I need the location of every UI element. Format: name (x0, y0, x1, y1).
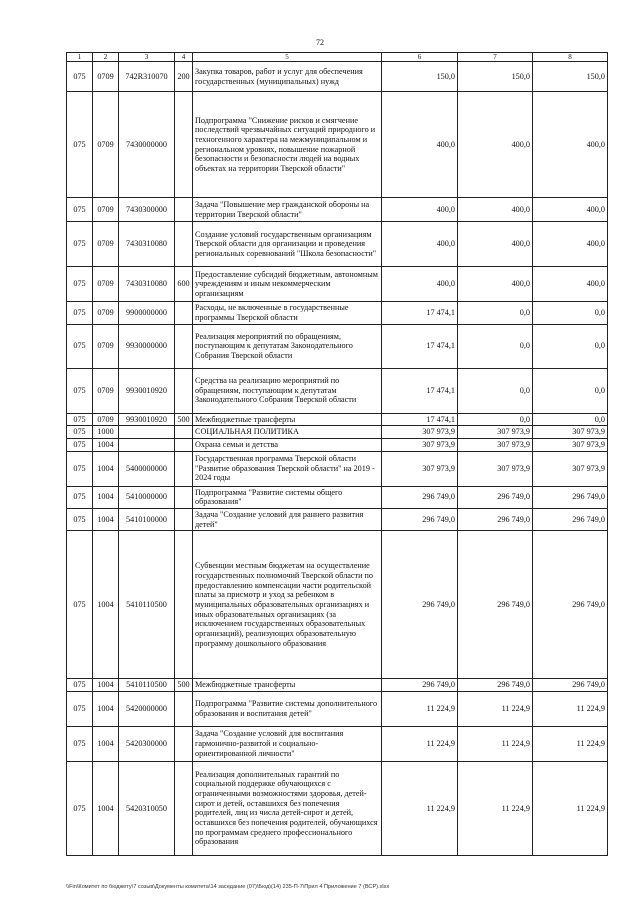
target-code-cell: 5410100000 (119, 508, 175, 530)
section-code-cell: 0709 (93, 222, 119, 267)
table-row (67, 451, 608, 486)
section-code-cell: 0709 (93, 62, 119, 92)
expense-type-cell: 500 (175, 413, 193, 426)
amount-cell: 0,0 (533, 368, 608, 413)
column-number: 1 (67, 53, 93, 62)
section-code-cell: 0709 (93, 368, 119, 413)
admin-code-cell: 075 (67, 679, 93, 692)
section-code-cell: 0709 (93, 198, 119, 222)
section-code-cell: 0709 (93, 267, 119, 302)
amount-cell: 11 224,9 (533, 761, 608, 855)
section-code-cell: 1004 (93, 486, 119, 508)
admin-code-cell: 075 (67, 62, 93, 92)
target-code-cell: 5420000000 (119, 691, 175, 726)
section-code-cell: 1004 (93, 438, 119, 451)
target-code-cell: 7430300000 (119, 198, 175, 222)
amount-cell: 296 749,0 (382, 508, 458, 530)
expense-type-cell: 200 (175, 62, 193, 92)
expense-type-cell (175, 761, 193, 855)
expense-type-cell (175, 438, 193, 451)
amount-cell: 0,0 (458, 302, 533, 324)
section-code-cell: 1004 (93, 761, 119, 855)
section-code-cell: 1004 (93, 679, 119, 692)
table-row (67, 267, 608, 302)
page-number: 72 (316, 38, 324, 47)
amount-cell: 11 224,9 (458, 726, 533, 761)
target-code-cell: 5420300000 (119, 726, 175, 761)
description-cell: Закупка товаров, работ и услуг для обеспечения государственных (муниципальных) нужд (193, 62, 382, 92)
amount-cell: 400,0 (533, 267, 608, 302)
amount-cell: 0,0 (458, 413, 533, 426)
table-row (67, 368, 608, 413)
column-number: 3 (119, 53, 175, 62)
column-number: 7 (458, 53, 533, 62)
budget-table (66, 52, 608, 856)
admin-code-cell: 075 (67, 508, 93, 530)
amount-cell: 400,0 (382, 222, 458, 267)
amount-cell: 17 474,1 (382, 302, 458, 324)
section-code-cell: 1004 (93, 508, 119, 530)
admin-code-cell: 075 (67, 531, 93, 679)
amount-cell: 307 973,9 (382, 426, 458, 439)
amount-cell: 400,0 (458, 92, 533, 198)
description-cell: СОЦИАЛЬНАЯ ПОЛИТИКА (193, 426, 382, 439)
amount-cell: 11 224,9 (533, 726, 608, 761)
expense-type-cell (175, 302, 193, 324)
amount-cell: 17 474,1 (382, 413, 458, 426)
amount-cell: 150,0 (382, 62, 458, 92)
amount-cell: 400,0 (382, 92, 458, 198)
admin-code-cell: 075 (67, 222, 93, 267)
description-cell: Реализация дополнительных гарантий по социальной поддержке обучающихся с ограниченными возможностями здоровья, детей-сирот и детей, оставшихся без попечения родителей, лиц из числа детей-сирот и детей, оставшихся без попечения родителей, обучающихся по программам среднего профессионального образования (193, 761, 382, 855)
amount-cell: 11 224,9 (382, 726, 458, 761)
expense-type-cell (175, 508, 193, 530)
admin-code-cell: 075 (67, 198, 93, 222)
amount-cell: 296 749,0 (458, 531, 533, 679)
target-code-cell: 5420310050 (119, 761, 175, 855)
table-row (67, 486, 608, 508)
target-code-cell: 9930010920 (119, 368, 175, 413)
expense-type-cell (175, 368, 193, 413)
amount-cell: 296 749,0 (458, 486, 533, 508)
amount-cell: 0,0 (533, 302, 608, 324)
section-code-cell: 1004 (93, 726, 119, 761)
expense-type-cell (175, 726, 193, 761)
table-row (67, 426, 608, 439)
description-cell: Задача "Создание условий для воспитания гармонично-развитой и социально-ориентированной личности" (193, 726, 382, 761)
table-row (67, 198, 608, 222)
target-code-cell: 7430000000 (119, 92, 175, 198)
description-cell: Средства на реализацию мероприятий по обращениям, поступающим к депутатам Законодательного Собрания Тверской области (193, 368, 382, 413)
expense-type-cell (175, 486, 193, 508)
expense-type-cell (175, 92, 193, 198)
amount-cell: 400,0 (533, 92, 608, 198)
amount-cell: 400,0 (382, 267, 458, 302)
amount-cell: 296 749,0 (458, 508, 533, 530)
admin-code-cell: 075 (67, 324, 93, 368)
expense-type-cell (175, 691, 193, 726)
admin-code-cell: 075 (67, 92, 93, 198)
target-code-cell: 742R310070 (119, 62, 175, 92)
amount-cell: 307 973,9 (458, 451, 533, 486)
target-code-cell: 9900000000 (119, 302, 175, 324)
description-cell: Межбюджетные трансферты (193, 679, 382, 692)
amount-cell: 307 973,9 (533, 451, 608, 486)
admin-code-cell: 075 (67, 761, 93, 855)
target-code-cell: 5410110500 (119, 679, 175, 692)
expense-type-cell: 500 (175, 679, 193, 692)
amount-cell: 11 224,9 (382, 691, 458, 726)
target-code-cell: 7430310080 (119, 222, 175, 267)
column-number: 8 (533, 53, 608, 62)
table-row (67, 62, 608, 92)
expense-type-cell (175, 222, 193, 267)
amount-cell: 17 474,1 (382, 368, 458, 413)
column-number: 6 (382, 53, 458, 62)
table-row (67, 92, 608, 198)
description-cell: Охрана семьи и детства (193, 438, 382, 451)
description-cell: Подпрограмма "Развитие системы дополнительного образования и воспитания детей" (193, 691, 382, 726)
admin-code-cell: 075 (67, 451, 93, 486)
description-cell: Задача "Повышение мер гражданской обороны на территории Тверской области" (193, 198, 382, 222)
expense-type-cell: 600 (175, 267, 193, 302)
admin-code-cell: 075 (67, 486, 93, 508)
description-cell: Государственная программа Тверской области "Развитие образования Тверской области" на 2019 - 2024 годы (193, 451, 382, 486)
table-row (67, 726, 608, 761)
amount-cell: 296 749,0 (382, 679, 458, 692)
amount-cell: 296 749,0 (382, 486, 458, 508)
table-row (67, 413, 608, 426)
amount-cell: 307 973,9 (533, 438, 608, 451)
amount-cell: 17 474,1 (382, 324, 458, 368)
target-code-cell: 5410110500 (119, 531, 175, 679)
admin-code-cell: 075 (67, 267, 93, 302)
column-number: 4 (175, 53, 193, 62)
target-code-cell (119, 438, 175, 451)
table-row (67, 508, 608, 530)
expense-type-cell (175, 426, 193, 439)
expense-type-cell (175, 324, 193, 368)
section-code-cell: 1004 (93, 691, 119, 726)
amount-cell: 11 224,9 (533, 691, 608, 726)
amount-cell: 307 973,9 (458, 426, 533, 439)
section-code-cell: 0709 (93, 324, 119, 368)
amount-cell: 400,0 (533, 198, 608, 222)
expense-type-cell (175, 531, 193, 679)
admin-code-cell: 075 (67, 302, 93, 324)
section-code-cell: 1004 (93, 531, 119, 679)
section-code-cell: 0709 (93, 302, 119, 324)
amount-cell: 11 224,9 (458, 691, 533, 726)
target-code-cell (119, 426, 175, 439)
target-code-cell: 9930000000 (119, 324, 175, 368)
table-row (67, 222, 608, 267)
target-code-cell: 5410000000 (119, 486, 175, 508)
table-row (67, 324, 608, 368)
amount-cell: 296 749,0 (533, 679, 608, 692)
amount-cell: 296 749,0 (458, 679, 533, 692)
expense-type-cell (175, 198, 193, 222)
admin-code-cell: 075 (67, 426, 93, 439)
admin-code-cell: 075 (67, 413, 93, 426)
admin-code-cell: 075 (67, 368, 93, 413)
description-cell: Предоставление субсидий бюджетным, автономным учреждениям и иным некоммерческим организациям (193, 267, 382, 302)
table-row (67, 438, 608, 451)
column-number: 2 (93, 53, 119, 62)
amount-cell: 0,0 (458, 368, 533, 413)
amount-cell: 307 973,9 (458, 438, 533, 451)
target-code-cell: 9930010920 (119, 413, 175, 426)
amount-cell: 307 973,9 (533, 426, 608, 439)
column-number: 5 (193, 53, 382, 62)
expense-type-cell (175, 451, 193, 486)
amount-cell: 150,0 (458, 62, 533, 92)
amount-cell: 400,0 (533, 222, 608, 267)
amount-cell: 0,0 (533, 413, 608, 426)
amount-cell: 400,0 (458, 267, 533, 302)
amount-cell: 11 224,9 (382, 761, 458, 855)
admin-code-cell: 075 (67, 726, 93, 761)
amount-cell: 400,0 (382, 198, 458, 222)
amount-cell: 11 224,9 (458, 761, 533, 855)
description-cell: Расходы, не включенные в государственные программы Тверской области (193, 302, 382, 324)
amount-cell: 0,0 (533, 324, 608, 368)
amount-cell: 400,0 (458, 222, 533, 267)
admin-code-cell: 075 (67, 438, 93, 451)
amount-cell: 296 749,0 (533, 531, 608, 679)
amount-cell: 307 973,9 (382, 451, 458, 486)
amount-cell: 296 749,0 (533, 486, 608, 508)
description-cell: Подпрограмма "Снижение рисков и смягчение последствий чрезвычайных ситуаций природного и техногенного характера на межмуниципальном и региональном уровнях, повышение пожарной безопасности и безопасности людей на водных объектах на территории Тверской области" (193, 92, 382, 198)
description-cell: Создание условий государственным организациям Тверской области для организации и проведения региональных соревнований "Школа безопасности" (193, 222, 382, 267)
section-code-cell: 0709 (93, 413, 119, 426)
amount-cell: 400,0 (458, 198, 533, 222)
table-row (67, 531, 608, 679)
section-code-cell: 1004 (93, 451, 119, 486)
table-row (67, 761, 608, 855)
description-cell: Подпрограмма "Развитие системы общего образования" (193, 486, 382, 508)
section-code-cell: 1000 (93, 426, 119, 439)
table-row (67, 679, 608, 692)
amount-cell: 296 749,0 (533, 508, 608, 530)
description-cell: Межбюджетные трансферты (193, 413, 382, 426)
table-row (67, 302, 608, 324)
file-path-footer: \\Fin\Комитет по бюджету\7 созыв\Документы комитета\14 заседание (07)\Бюд\(14) 235-П-7\Прил 4 Приложение 7 (ВСР).xlsx (66, 884, 390, 890)
amount-cell: 150,0 (533, 62, 608, 92)
amount-cell: 296 749,0 (382, 531, 458, 679)
amount-cell: 0,0 (458, 324, 533, 368)
description-cell: Реализация мероприятий по обращениям, поступающим к депутатам Законодательного Собрания Тверской области (193, 324, 382, 368)
section-code-cell: 0709 (93, 92, 119, 198)
description-cell: Субвенции местным бюджетам на осуществление государственных полномочий Тверской области по предоставлению компенсации части родительской платы за присмотр и уход за ребенком в муниципальных образовательных организациях и иных образовательных организациях (за исключением государственных образовательных организаций), реализующих образовательную программу дошкольного образования (193, 531, 382, 679)
table-row (67, 691, 608, 726)
amount-cell: 307 973,9 (382, 438, 458, 451)
description-cell: Задача "Создание условий для раннего развития детей" (193, 508, 382, 530)
target-code-cell: 5400000000 (119, 451, 175, 486)
admin-code-cell: 075 (67, 691, 93, 726)
column-number-row (67, 53, 608, 62)
target-code-cell: 7430310080 (119, 267, 175, 302)
